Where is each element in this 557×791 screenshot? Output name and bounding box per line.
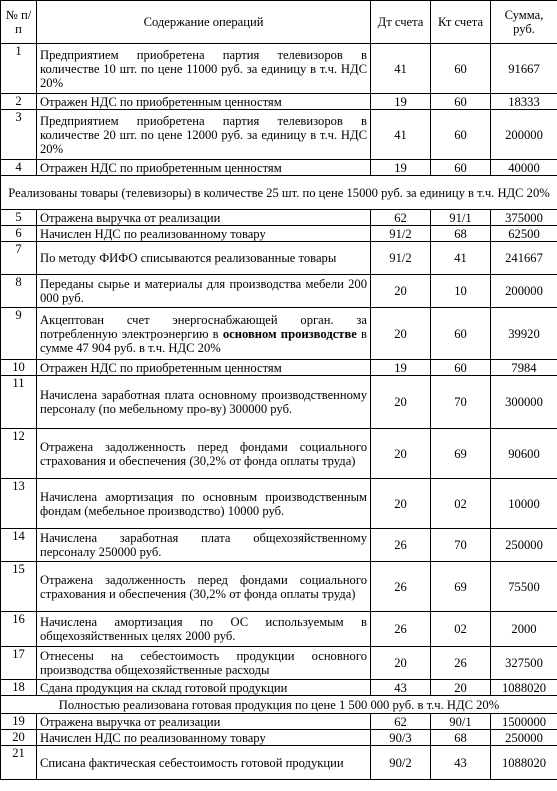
row-dt: 91/2 [371, 226, 431, 242]
row-dt: 20 [371, 647, 431, 680]
row-sum: 90600 [491, 429, 557, 479]
row-sum: 250000 [491, 529, 557, 562]
row-text: Отражен НДС по приобретенным ценностям [37, 360, 371, 376]
table-row [1, 562, 557, 612]
row-kt: 60 [431, 94, 491, 110]
row-dt: 43 [371, 680, 431, 696]
row-text: По методу ФИФО списываются реализованные товары [37, 242, 371, 275]
table-row [1, 275, 557, 308]
row-num: 11 [1, 376, 37, 429]
row-kt: 70 [431, 376, 491, 429]
row-text: Начислен НДС по реализованному товару [37, 730, 371, 746]
row-sum: 1088020 [491, 746, 557, 780]
row-sum: 1500000 [491, 714, 557, 730]
row-dt: 62 [371, 714, 431, 730]
row-text: Предприятием приобретена партия телевизоров в количестве 20 шт. по цене 12000 руб. за единицу в т.ч. НДС 20% [37, 110, 371, 160]
row-text: Предприятием приобретена партия телевизоров в количестве 10 шт. по цене 11000 руб. за единицу в т.ч. НДС 20% [37, 44, 371, 94]
row-num: 8 [1, 275, 37, 308]
row-sum: 241667 [491, 242, 557, 275]
row-kt: 43 [431, 746, 491, 780]
row-num: 10 [1, 360, 37, 376]
row-kt: 10 [431, 275, 491, 308]
row-sum: 375000 [491, 210, 557, 226]
row-kt: 70 [431, 529, 491, 562]
row-num: 12 [1, 429, 37, 479]
table-row [1, 612, 557, 647]
row-kt: 41 [431, 242, 491, 275]
row-text: Отражена выручка от реализации [37, 714, 371, 730]
row-dt: 90/2 [371, 746, 431, 780]
row-sum: 40000 [491, 160, 557, 176]
row-sum: 18333 [491, 94, 557, 110]
row-text: Начислена амортизация по основным производственным фондам (мебельное производство) 10000 руб. [37, 479, 371, 529]
row-text-part: Акцептован счет энергоснабжающей орган. за потребленную электроэнергию в [40, 312, 367, 341]
row-kt: 60 [431, 44, 491, 94]
header-content: Содержание операций [37, 1, 371, 44]
row-sum: 250000 [491, 730, 557, 746]
row-sum: 327500 [491, 647, 557, 680]
table-row [1, 160, 557, 176]
row-kt: 02 [431, 612, 491, 647]
row-num: 13 [1, 479, 37, 529]
row-dt: 19 [371, 160, 431, 176]
table-row [1, 94, 557, 110]
row-sum: 10000 [491, 479, 557, 529]
row-sum: 75500 [491, 562, 557, 612]
row-dt: 41 [371, 110, 431, 160]
row-kt: 20 [431, 680, 491, 696]
row-text: Отражена задолженность перед фондами социального страхования и обеспечения (30,2% от фонда оплаты труда) [37, 429, 371, 479]
row-dt: 91/2 [371, 242, 431, 275]
row-num: 2 [1, 94, 37, 110]
row-dt: 20 [371, 479, 431, 529]
section-heading: Полностью реализована готовая продукция по цене 1 500 000 руб. в т.ч. НДС 20% [1, 696, 557, 714]
row-num: 15 [1, 562, 37, 612]
header-kt: Кт счета [431, 1, 491, 44]
row-text: Отражена выручка от реализации [37, 210, 371, 226]
table-row [1, 210, 557, 226]
table-row [1, 429, 557, 479]
row-text: Переданы сырье и материалы для производства мебели 200 000 руб. [37, 275, 371, 308]
row-num: 4 [1, 160, 37, 176]
row-kt: 68 [431, 226, 491, 242]
row-kt: 60 [431, 110, 491, 160]
section-row [1, 696, 557, 714]
row-text: Списана фактическая себестоимость готовой продукции [37, 746, 371, 780]
row-text: Начислена заработная плата основному производственному персоналу (по мебельному про-ву) 300000 руб. [37, 376, 371, 429]
row-dt: 19 [371, 94, 431, 110]
row-sum: 200000 [491, 275, 557, 308]
row-dt: 62 [371, 210, 431, 226]
row-text: Начислен НДС по реализованному товару [37, 226, 371, 242]
header-row [1, 1, 557, 44]
row-kt: 60 [431, 360, 491, 376]
row-kt: 90/1 [431, 714, 491, 730]
section-row [1, 176, 557, 210]
row-dt: 41 [371, 44, 431, 94]
row-num: 3 [1, 110, 37, 160]
row-text-bold: основном производстве [222, 326, 357, 341]
table-row [1, 242, 557, 275]
table-row [1, 376, 557, 429]
section-heading: Реализованы товары (телевизоры) в количестве 25 шт. по цене 15000 руб. за единицу в т.ч. НДС 20% [1, 176, 557, 210]
row-num: 7 [1, 242, 37, 275]
row-num: 9 [1, 308, 37, 360]
row-dt: 20 [371, 376, 431, 429]
row-sum: 7984 [491, 360, 557, 376]
table-row [1, 479, 557, 529]
row-num: 1 [1, 44, 37, 94]
table-row [1, 730, 557, 746]
row-sum: 91667 [491, 44, 557, 94]
table-row [1, 226, 557, 242]
row-dt: 26 [371, 562, 431, 612]
row-kt: 60 [431, 308, 491, 360]
table-row [1, 308, 557, 360]
row-dt: 90/3 [371, 730, 431, 746]
table-row [1, 647, 557, 680]
row-sum: 39920 [491, 308, 557, 360]
row-sum: 62500 [491, 226, 557, 242]
row-num: 14 [1, 529, 37, 562]
row-text: Отражен НДС по приобретенным ценностям [37, 94, 371, 110]
row-text: Отражена задолженность перед фондами социального страхования и обеспечения (30,2% от фонда оплаты труда) [37, 562, 371, 612]
table-row [1, 714, 557, 730]
header-num: № п/п [1, 1, 37, 44]
row-num: 6 [1, 226, 37, 242]
row-num: 20 [1, 730, 37, 746]
row-text: Начислена заработная плата общехозяйственному персоналу 250000 руб. [37, 529, 371, 562]
row-dt: 20 [371, 308, 431, 360]
row-text: Отражен НДС по приобретенным ценностям [37, 160, 371, 176]
row-sum: 2000 [491, 612, 557, 647]
row-kt: 26 [431, 647, 491, 680]
table-row [1, 746, 557, 780]
row-kt: 69 [431, 562, 491, 612]
row-text: Начислена амортизация по ОС используемым в общехозяйственных целях 2000 руб. [37, 612, 371, 647]
row-num: 17 [1, 647, 37, 680]
row-num: 18 [1, 680, 37, 696]
row-text: Сдана продукция на склад готовой продукции [37, 680, 371, 696]
row-num: 5 [1, 210, 37, 226]
row-text-part: в сумме 47 904 руб. в т.ч. НДС 20% [40, 326, 367, 355]
row-kt: 68 [431, 730, 491, 746]
row-sum: 300000 [491, 376, 557, 429]
row-kt: 91/1 [431, 210, 491, 226]
row-dt: 26 [371, 612, 431, 647]
table-row [1, 110, 557, 160]
table-row [1, 44, 557, 94]
table-row [1, 529, 557, 562]
table-row [1, 680, 557, 696]
row-text [37, 308, 371, 360]
header-sum: Сумма, руб. [491, 1, 557, 44]
row-dt: 26 [371, 529, 431, 562]
row-sum: 1088020 [491, 680, 557, 696]
row-text: Отнесены на себестоимость продукции основного производства общехозяйственные расходы [37, 647, 371, 680]
header-dt: Дт счета [371, 1, 431, 44]
row-num: 16 [1, 612, 37, 647]
row-dt: 20 [371, 275, 431, 308]
row-dt: 20 [371, 429, 431, 479]
table-row [1, 360, 557, 376]
row-kt: 60 [431, 160, 491, 176]
row-sum: 200000 [491, 110, 557, 160]
row-kt: 02 [431, 479, 491, 529]
row-num: 21 [1, 746, 37, 780]
row-num: 19 [1, 714, 37, 730]
row-kt: 69 [431, 429, 491, 479]
row-dt: 19 [371, 360, 431, 376]
